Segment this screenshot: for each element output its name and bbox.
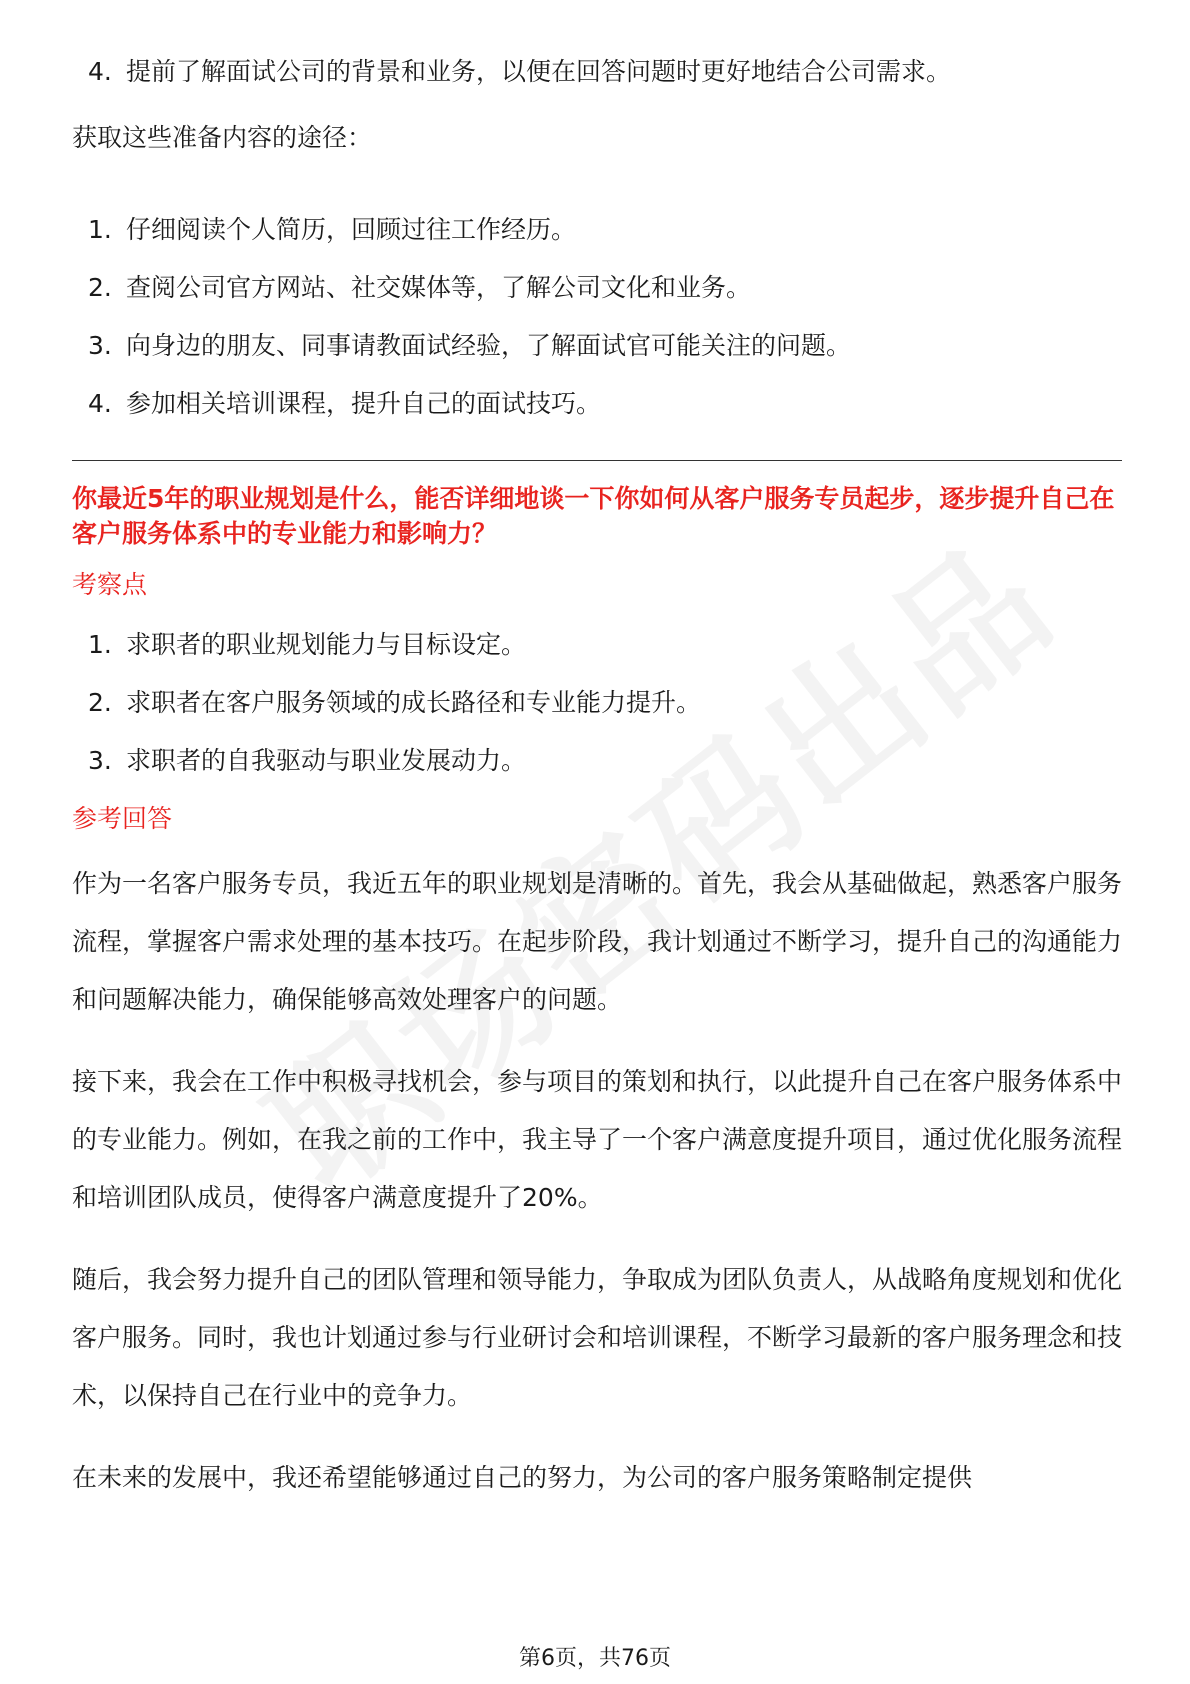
list-item [72, 629, 1122, 661]
list-item [72, 56, 1122, 88]
list-number: 2. [88, 688, 112, 717]
list-item [72, 388, 1122, 420]
list-number: 4. [88, 389, 112, 418]
list-number: 3. [88, 746, 112, 775]
answer-paragraph: 接下来，我会在工作中积极寻找机会，参与项目的策划和执行，以此提升自己在客户服务体系中的专业能力。例如，在我之前的工作中，我主导了一个客户满意度提升项目，通过优化服务流程和培训团队成员，使得客户满意度提升了20%。 [72, 1067, 1123, 1212]
list-text: 提前了解面试公司的背景和业务，以便在回答问题时更好地结合公司需求。 [126, 57, 952, 86]
list-text: 查阅公司官方网站、社交媒体等，了解公司文化和业务。 [126, 273, 752, 302]
answer-paragraph: 作为一名客户服务专员，我近五年的职业规划是清晰的。首先，我会从基础做起，熟悉客户服务流程，掌握客户需求处理的基本技巧。在起步阶段，我计划通过不断学习，提升自己的沟通能力和问题解决能力，确保能够高效处理客户的问题。 [72, 869, 1123, 1014]
list-item [72, 330, 1122, 362]
question-heading: 你最近5年的职业规划是什么，能否详细地谈一下你如何从客户服务专员起步，逐步提升自己在客户服务体系中的专业能力和影响力？ [72, 484, 1115, 548]
list-text: 求职者在客户服务领域的成长路径和专业能力提升。 [126, 688, 702, 717]
list-number: 2. [88, 273, 112, 302]
list-text: 向身边的朋友、同事请教面试经验，了解面试官可能关注的问题。 [126, 331, 852, 360]
ways-intro: 获取这些准备内容的途径： [72, 123, 373, 152]
list-number: 4. [88, 57, 112, 86]
list-number: 3. [88, 331, 112, 360]
list-number: 1. [88, 215, 112, 244]
list-item [72, 272, 1122, 304]
ways-list [72, 214, 1122, 420]
list-text: 仔细阅读个人简历，回顾过往工作经历。 [126, 215, 577, 244]
focus-title: 考察点 [72, 570, 148, 599]
page-footer: 第6页，共76页 [519, 1646, 671, 1671]
list-text: 求职者的职业规划能力与目标设定。 [126, 630, 527, 659]
page-content [72, 56, 1122, 1531]
list-text: 求职者的自我驱动与职业发展动力。 [126, 746, 527, 775]
list-item [72, 687, 1122, 719]
section-divider [72, 460, 1122, 461]
list-text: 参加相关培训课程，提升自己的面试技巧。 [126, 389, 602, 418]
list-item [72, 745, 1122, 777]
list-item [72, 214, 1122, 246]
answer-paragraph: 在未来的发展中，我还希望能够通过自己的努力，为公司的客户服务策略制定提供 [72, 1463, 973, 1492]
answer-title: 参考回答 [72, 804, 173, 833]
focus-list [72, 629, 1122, 777]
answer-paragraph: 随后，我会努力提升自己的团队管理和领导能力，争取成为团队负责人，从战略角度规划和优化客户服务。同时，我也计划通过参与行业研讨会和培训课程，不断学习最新的客户服务理念和技术，以保持自己在行业中的竞争力。 [72, 1265, 1123, 1410]
answer-body [72, 855, 1122, 1507]
list-number: 1. [88, 630, 112, 659]
top-list [72, 56, 1122, 88]
